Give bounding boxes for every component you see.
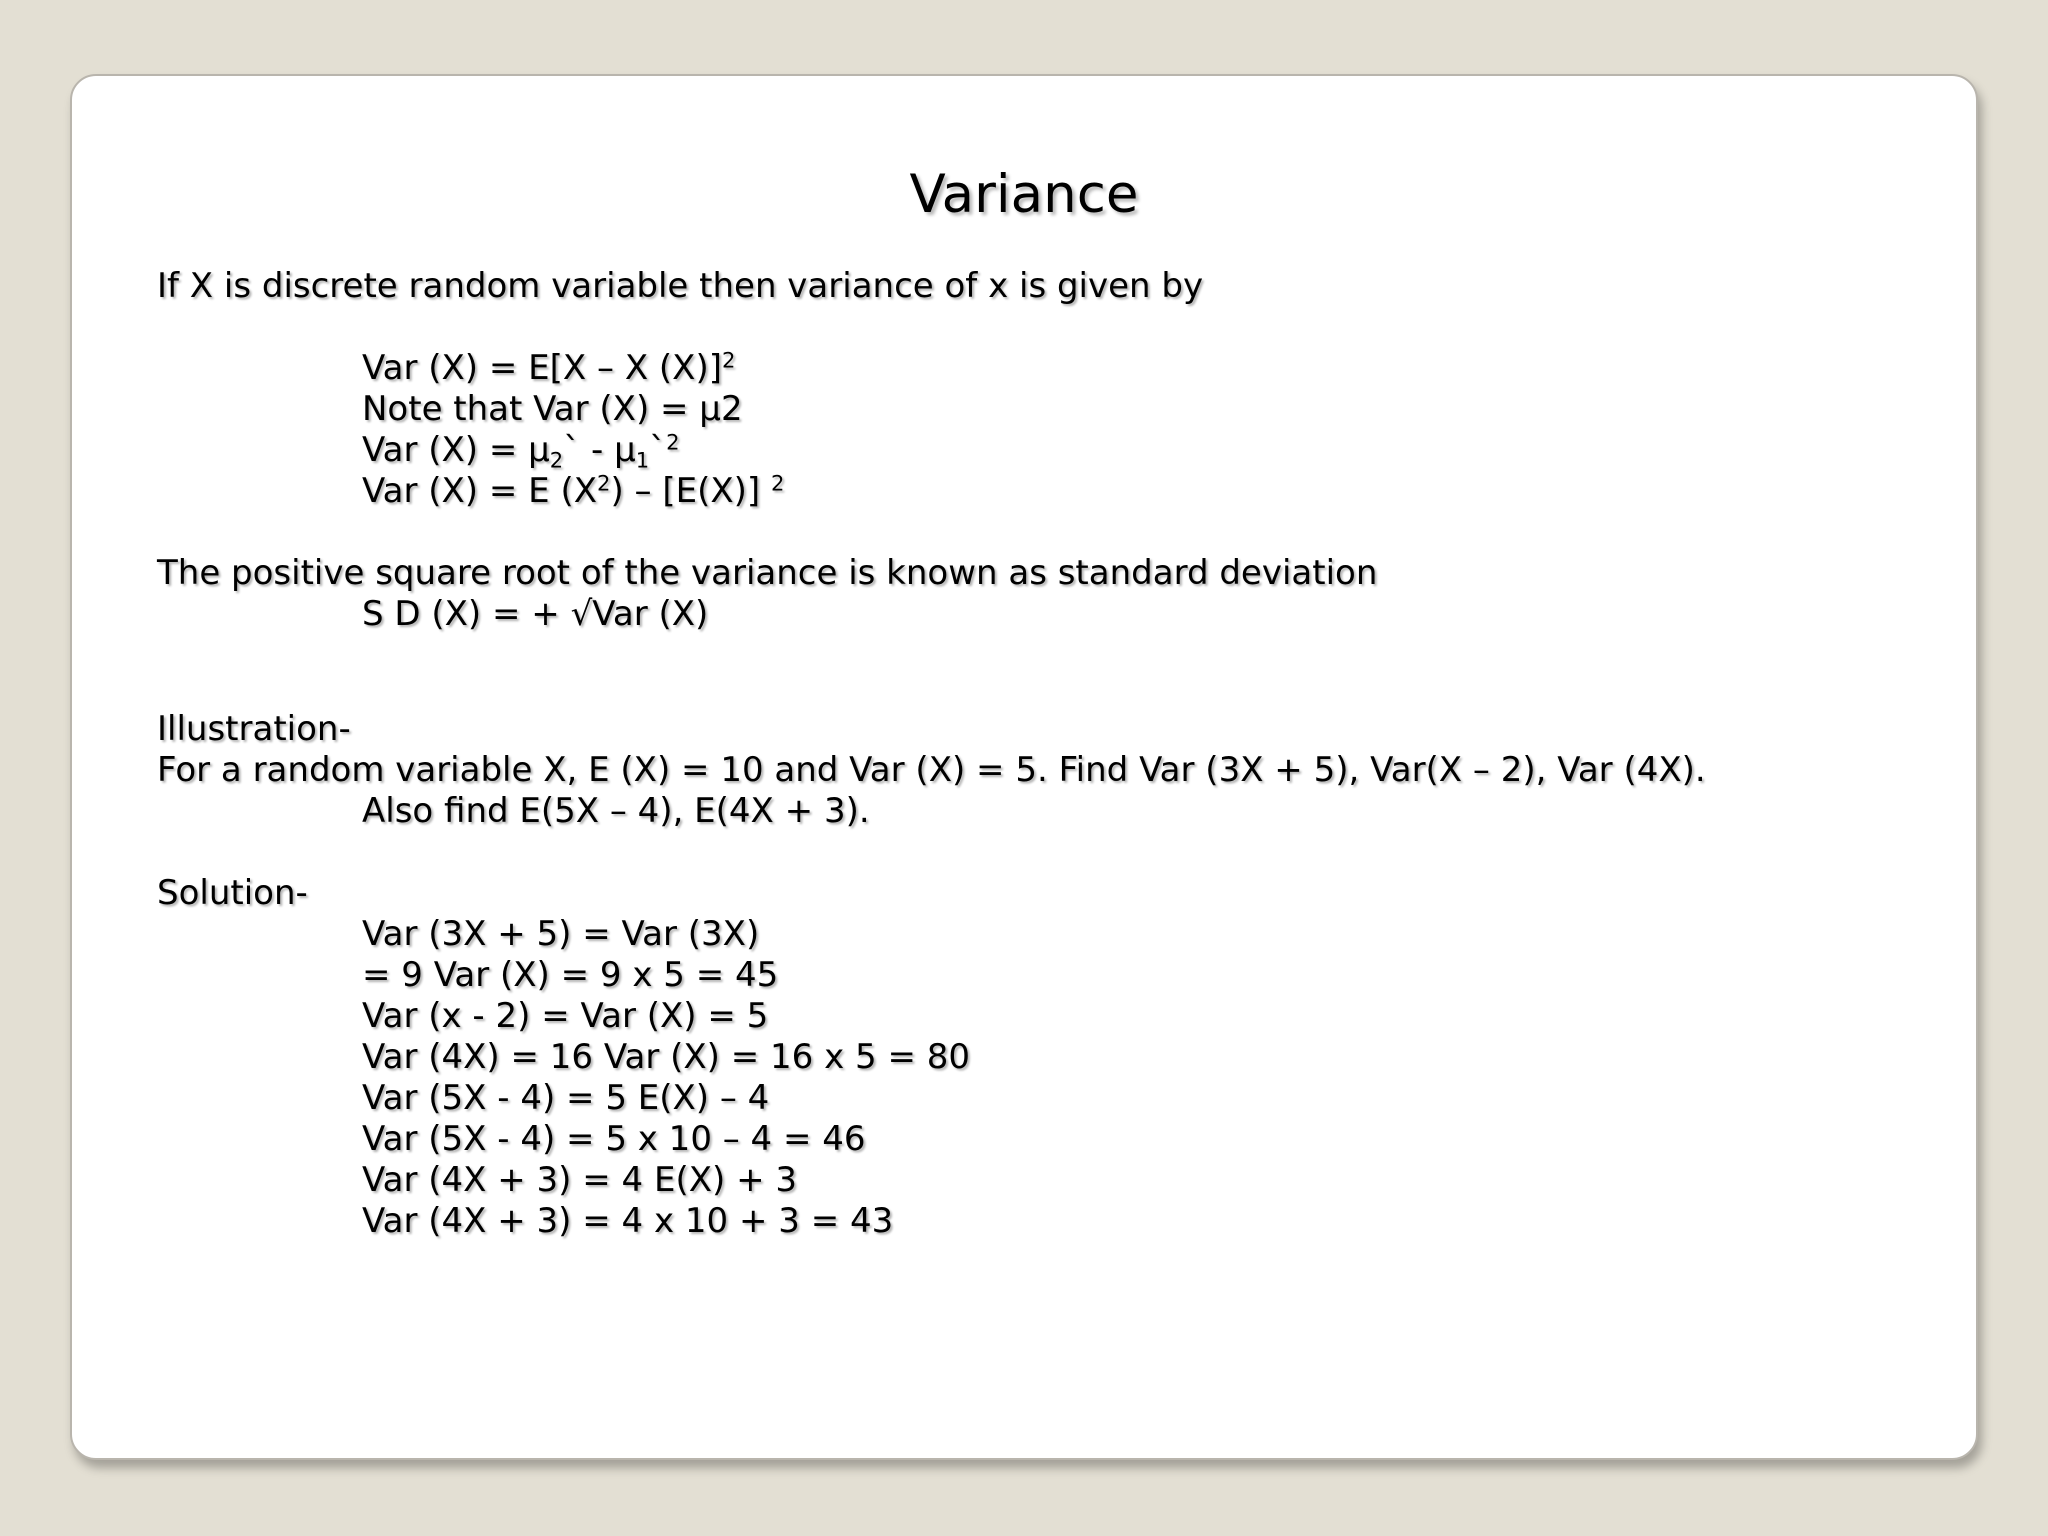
solution-line: Var (4X) = 16 Var (X) = 16 x 5 = 80 bbox=[362, 1037, 971, 1077]
spacer bbox=[157, 307, 1977, 348]
illustration-line: For a random variable X, E (X) = 10 and Var (X) = 5. Find Var (3X + 5), Var(X – 2), Var (4X). bbox=[157, 750, 1706, 790]
solution-label: Solution- bbox=[157, 873, 308, 913]
illustration-label: Illustration- bbox=[157, 709, 351, 749]
solution-line: Var (4X + 3) = 4 E(X) + 3 bbox=[362, 1160, 798, 1200]
sd-text: The positive square root of the variance is known as standard deviation bbox=[157, 553, 1378, 593]
spacer bbox=[157, 635, 1977, 709]
note-formula: Note that Var (X) = μ2 bbox=[362, 389, 743, 429]
moment-formula: Var $(X) = \mu_2`$ - $\mu_1`^2$ bbox=[362, 429, 680, 473]
spacer bbox=[157, 512, 1977, 553]
solution-line: Var (5X - 4) = 5 E(X) – 4 bbox=[362, 1078, 770, 1118]
solution-line: = 9 Var (X) = 9 x 5 = 45 bbox=[362, 955, 779, 995]
solution-line: Var (3X + 5) = Var (3X) bbox=[362, 914, 760, 954]
solution-line: Var (5X - 4) = 5 x 10 – 4 = 46 bbox=[362, 1119, 866, 1159]
illustration-line: Also find E(5X – 4), E(4X + 3). bbox=[362, 791, 870, 831]
intro-text: If X is discrete random variable then variance of x is given by bbox=[157, 266, 1204, 306]
solution-line: Var (x - 2) = Var (X) = 5 bbox=[362, 996, 769, 1036]
slide-content bbox=[157, 266, 1977, 1242]
solution-line: Var (4X + 3) = 4 x 10 + 3 = 43 bbox=[362, 1201, 894, 1241]
variance-formula: Var (X) = E[X – X (X)]$^2$ bbox=[362, 347, 736, 388]
slide-title: Variance bbox=[909, 164, 1139, 225]
sd-formula: S D (X) = + √Var (X) bbox=[362, 594, 709, 634]
expectation-formula: Var (X) = E $(X^2) - [E(X)]$ $^2$ bbox=[362, 470, 785, 511]
spacer bbox=[157, 832, 1977, 873]
